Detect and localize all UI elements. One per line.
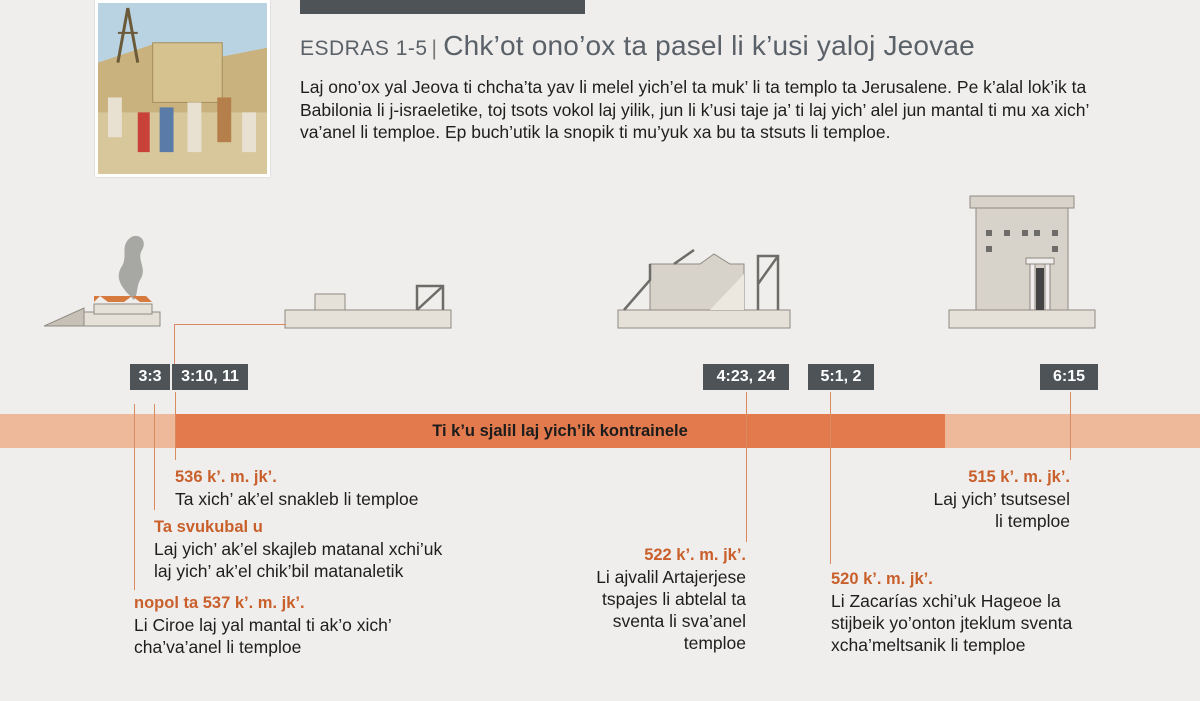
event-date: 515 k’. m. jk’.	[968, 468, 1070, 486]
event-line-seventh-month	[154, 404, 155, 510]
tag-3-10-11: 3:10, 11	[172, 364, 248, 390]
tag-4-23-24: 4:23, 24	[703, 364, 789, 390]
event-text: laj yich’ ak’el chik’bil matanaletik	[154, 561, 404, 581]
event-text: Li Zacarías xchi’uk Hageoe la	[831, 591, 1061, 611]
event-text: stijbeik yo’onton jteklum sventa	[831, 613, 1073, 633]
connector-line	[174, 324, 175, 364]
event-date: 536 k’. m. jk’.	[175, 468, 277, 486]
event-520	[831, 568, 1072, 656]
event-date: nopol ta 537 k’. m. jk’.	[134, 594, 305, 612]
event-text: Laj yich’ ak’el skajleb matanal xchi’uk	[154, 539, 443, 559]
event-line-515	[1070, 392, 1071, 460]
connector-line	[174, 324, 286, 325]
event-text: li temploe	[995, 511, 1070, 531]
event-text: xcha’meltsanik li temploe	[831, 635, 1026, 655]
event-text: tspajes li abtelal ta	[602, 589, 746, 609]
event-text: Laj yich’ tsutsesel	[933, 489, 1070, 509]
header-bar	[300, 0, 585, 14]
event-text: temploe	[683, 633, 746, 653]
page-title	[300, 30, 975, 62]
intro-paragraph: Laj ono’ox yal Jeova ti chcha’ta yav li melel yich’el ta muk’ li ta templo ta Jerusalene. Pe k’alal lok’ik ta Babilonia li j-israeletike, toj tsots vokol laj yilik, jun li k’usi taje ja’ ti laj yich’ alel jun mantal ti mu xa xich’ va’anel li temploe. Ep buch’utik la snopik ti mu’yuk xa bu ta stsuts li temploe.	[300, 77, 1089, 142]
tag-6-15: 6:15	[1040, 364, 1098, 390]
event-date: 522 k’. m. jk’.	[644, 546, 746, 564]
foundation-icon	[283, 282, 453, 330]
event-text: sventa li sva’anel	[612, 611, 746, 631]
event-text: Li Ciroe laj yal mantal ti ak’o xich’	[134, 615, 392, 635]
event-line-522	[746, 392, 747, 542]
opposition-period-bar: Ti k’u sjalil laj yich’ik kontrainele	[175, 414, 945, 448]
illustration-image	[95, 0, 270, 177]
title-separator: |	[431, 37, 438, 60]
altar-icon	[44, 228, 164, 330]
event-536	[175, 466, 419, 510]
event-line-520	[830, 392, 831, 564]
completed-temple-icon	[946, 194, 1098, 330]
event-515	[934, 466, 1071, 532]
event-date: 520 k’. m. jk’.	[831, 570, 933, 588]
event-line-536	[175, 392, 176, 460]
tag-3-3: 3:3	[130, 364, 170, 390]
event-seventh-month	[154, 516, 442, 582]
tag-5-1-2: 5:1, 2	[808, 364, 874, 390]
event-537	[134, 592, 392, 658]
event-line-537	[134, 404, 135, 590]
title-text: Chk’ot ono’ox ta pasel li k’usi yaloj Jeovae	[443, 30, 975, 61]
event-522	[596, 544, 746, 654]
event-text: cha’va’anel li temploe	[134, 637, 302, 657]
event-date: Ta svukubal u	[154, 518, 263, 536]
event-text: Li ajvalil Artajerjese	[596, 567, 746, 587]
event-text: Ta xich’ ak’el snakleb li temploe	[175, 489, 419, 509]
scripture-reference: ESDRAS 1-5	[300, 37, 428, 60]
halted-construction-icon	[614, 244, 794, 330]
